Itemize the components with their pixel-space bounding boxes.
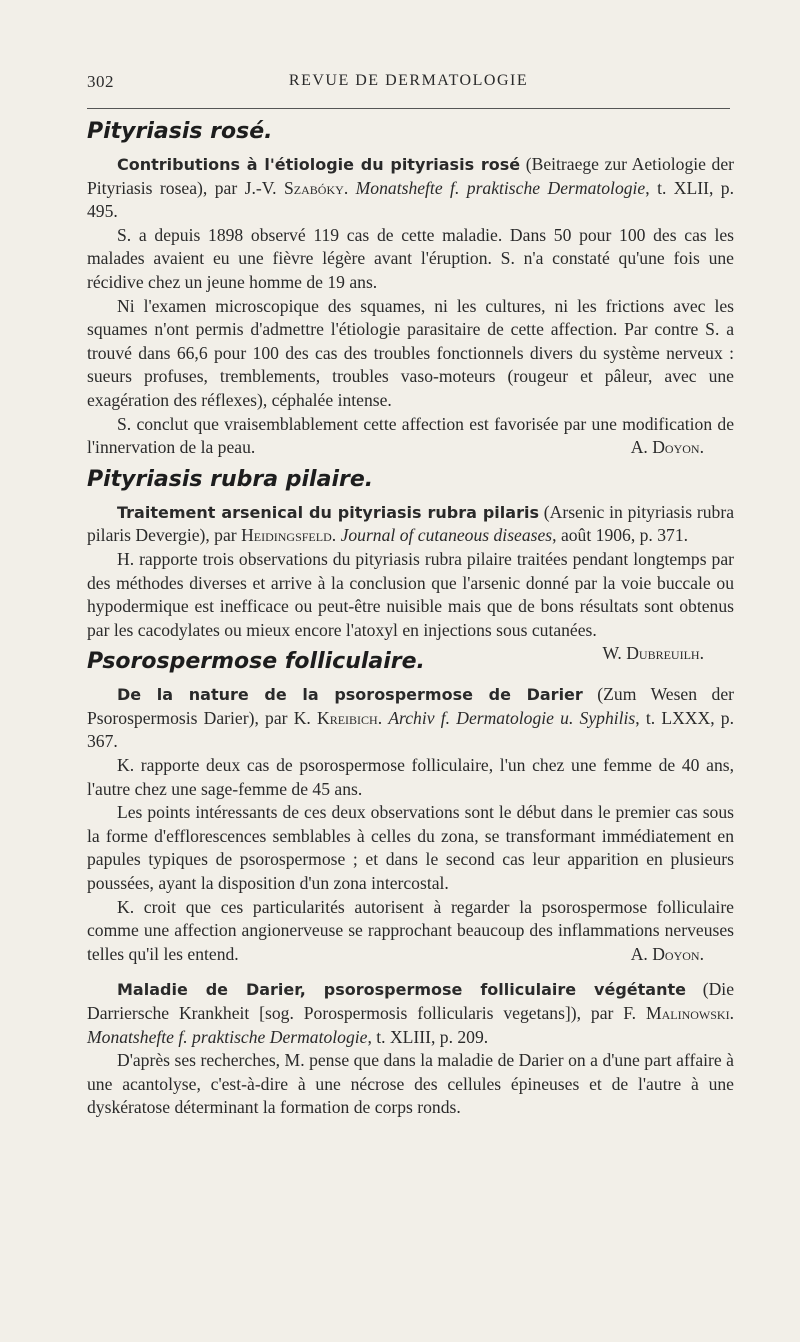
body-paragraph [87,224,734,295]
header-rule [87,108,730,109]
paragraph-text: Ni l'examen microscopique des squames, ni les cultures, ni les frictions avec les squames n'ont permis d'admettre l'étiologie parasitaire de cette affection. Par contre S. a trouvé dans 66,6 pour 100 des cas des troubles fonctionnels divers du système nerveux : sueurs profuses, tremblements, troubles vaso-moteurs (rougeur et pâleur, avec une exagération des réflexes), céphalée intense. [87,295,734,410]
article-title: Contributions à l'étiologie du pityriasis rosé [117,155,521,174]
citation-text: (Zum Wesen der Psorospermosis Darier), par K. [87,684,734,728]
body-paragraph [87,896,734,967]
citation-text: . [343,177,356,198]
citation-author: Malinowski [645,1003,730,1023]
section-title: Pityriasis rubra pilaire. [87,466,374,492]
citation-text: . [377,707,389,728]
article-title: Maladie de Darier, psorospermose folliculaire végétante [117,980,686,1000]
paragraph-text: D'après ses recherches, M. pense que dans la maladie de Darier on a d'une part affaire à une acantolyse, c'est-à-dire à une nécrose des cellules épineuses et de l'autre à une dyskératose déterminant la formation de corps ronds. [87,1050,734,1118]
citation-text: (Die Darriersche Krankheit [sog. Porospermosis follicularis vegetans]), par F. [87,979,735,1023]
citation-journal: Monatshefte f. praktische Dermatologie [87,1026,368,1047]
article-heading [87,153,734,224]
article-title: De la nature de la psorospermose de Darier [117,685,583,705]
article-title: Traitement arsenical du pityriasis rubra pilaris [117,502,539,522]
body-paragraph [87,295,734,413]
author-signature: A. Doyon. [630,437,704,458]
citation-journal: Monatshefte f. praktische Dermatologie [355,177,646,198]
citation-author: Kreibich [317,707,378,728]
citation-text: (Arsenic in pityriasis rubra pilaris Devergie), par [87,501,735,546]
paragraph-text: Les points intéressants de ces deux observations sont le début dans le premier cas sous la forme d'efflorescences semblables à celles du zona, se transformant immédiatement en papules typiques de psorospermose ; et dans le second cas leur apparition en plusieurs poussées, ayant la disposition d'un zona intercostal. [87,802,734,894]
citation-text: , t. XLIII, p. 209. [367,1026,489,1047]
citation-author: Heidingsfeld [241,525,332,546]
citation-text: . [729,1003,734,1023]
body-paragraph [87,413,734,460]
running-title: REVUE DE DERMATOLOGIE [288,72,529,89]
citation-journal: Archiv f. Dermatologie u. Syphilis [388,707,636,728]
section-title: Psorospermose folliculaire. [87,649,425,675]
author-signature: W. Dubreuilh. [602,643,704,664]
citation-text: (Beitraege zur Aetiologie der Pityriasis rosea), par J.-V. [87,154,734,198]
body-paragraph [87,801,734,895]
citation-text: . [331,525,341,546]
article-heading [87,978,734,1049]
paragraph-text: K. croit que ces particularités autorisent à regarder la psorospermose folliculaire comme une affection angionerveuse se rapprochant beaucoup des inflammations nerveuses telles qu'il les entend. [87,896,734,964]
body-paragraph [87,1049,734,1120]
citation-author: Szabóky [284,177,344,198]
page-number: 302 [87,72,114,91]
article-body [87,118,734,1120]
paragraph-text: K. rapporte deux cas de psorospermose folliculaire, l'un chez une femme de 40 ans, l'autre chez une sage-femme de 45 ans. [87,755,734,799]
citation-text: , août 1906, p. 371. [552,525,689,546]
citation-text: , t. XLII, p. 495. [87,177,734,222]
paragraph-text: S. a depuis 1898 observé 119 cas de cette maladie. Dans 50 pour 100 des cas les malades avaient eu une fièvre légère avant l'éruption. S. n'a constaté qu'une fois une récidive chez un jeune homme de 19 ans. [87,224,734,292]
citation-journal: Journal of cutaneous diseases [340,525,553,546]
citation-text: , t. LXXX, p. 367. [87,707,734,752]
author-signature: A. Doyon. [630,943,704,964]
article-heading [87,501,734,548]
body-paragraph [87,754,734,801]
paragraph-text: S. conclut que vraisemblablement cette affection est favorisée par une modification de l'innervation de la peau. [87,413,734,458]
paragraph-text: H. rapporte trois observations du pityriasis rubra pilaire traitées pendant longtemps par des méthodes diverses et arrive à la conclusion que l'arsenic donné par la voie buccale ou hypodermique est inefficace ou peut-être nuisible mais que de bons résultats sont obtenus par les cacodylates ou mieux encore l'atoxyl en injections sous cutanées. [87,548,734,640]
page-header [87,72,730,96]
article-heading [87,683,734,754]
section-title: Pityriasis rosé. [87,119,273,144]
